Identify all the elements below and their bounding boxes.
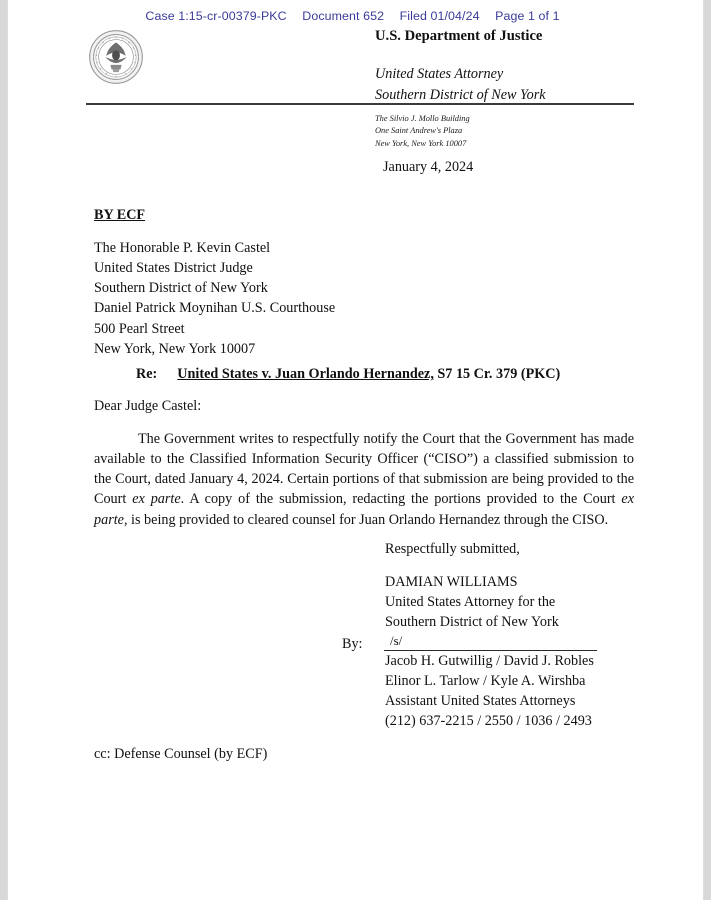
signature-line: /s/ <box>384 633 597 651</box>
ecf-page-number: Page 1 of 1 <box>495 9 560 23</box>
department-title: U.S. Department of Justice <box>375 28 543 44</box>
addressee-block <box>94 238 335 359</box>
office-line-1: United States Attorney <box>375 66 504 83</box>
re-label: Re: <box>136 366 158 382</box>
body-text-part-2: . A copy of the submission, redacting the portions provided to the Court <box>180 491 622 508</box>
addressee-line-2: United States District Judge <box>94 260 253 277</box>
respectfully-submitted: Respectfully submitted, <box>385 541 520 557</box>
attorneys-line-1: Jacob H. Gutwillig / David J. Robles <box>385 653 594 669</box>
cc-line: cc: Defense Counsel (by ECF) <box>94 746 268 762</box>
addressee-line-4: Daniel Patrick Moynihan U.S. Courthouse <box>94 300 336 317</box>
letterhead-divider <box>86 103 634 105</box>
signer-title-line-1: United States Attorney for the <box>385 594 556 611</box>
re-case-number: S7 15 Cr. 379 (PKC) <box>433 366 561 382</box>
ecf-case-number: Case 1:15-cr-00379-PKC <box>145 9 287 23</box>
address-line-3: New York, New York 10007 <box>375 138 467 148</box>
address-line-1: The Silvio J. Mollo Building <box>375 114 470 123</box>
re-case-name: United States v. Juan Orlando Hernandez, <box>177 366 434 382</box>
ecf-document-number: Document 652 <box>302 9 385 23</box>
attorneys-phone: (212) 637-2215 / 2550 / 1036 / 2493 <box>385 713 592 730</box>
signer-block <box>385 572 559 632</box>
office-address <box>375 113 470 150</box>
addressee-line-5: 500 Pearl Street <box>94 320 185 337</box>
letterhead <box>375 27 665 105</box>
salutation: Dear Judge Castel: <box>94 398 202 414</box>
addressee-line-3: Southern District of New York <box>94 280 268 297</box>
signer-title-line-2: Southern District of New York <box>385 614 559 631</box>
addressee-line-1: The Honorable P. Kevin Castel <box>94 240 271 256</box>
body-italic-ex-parte-2: ex parte <box>94 491 634 528</box>
doj-seal-icon <box>88 29 144 85</box>
signer-name: DAMIAN WILLIAMS <box>385 574 518 590</box>
letter-date: January 4, 2024 <box>383 159 474 175</box>
ecf-header-stamp <box>8 9 703 23</box>
body-paragraph <box>94 429 634 530</box>
body-text-part-1: The Government writes to respectfully notify the Court that the Government has made available to the Classified Information Security Officer (“CISO”) a classified submission to the Court, dated January 4, 2024. Certain portions of that submission are being provided to the Court <box>94 431 634 508</box>
delivery-method: BY ECF <box>94 207 146 223</box>
addressee-line-6: New York, New York 10007 <box>94 340 256 357</box>
attorneys-block <box>385 651 594 732</box>
body-text-part-3: , is being provided to cleared counsel for Juan Orlando Hernandez through the CISO. <box>123 511 609 528</box>
attorneys-title: Assistant United States Attorneys <box>385 693 576 710</box>
body-italic-ex-parte-1: ex parte <box>132 491 181 508</box>
office-line-2: Southern District of New York <box>375 86 546 103</box>
document-page <box>8 0 703 900</box>
re-line <box>136 366 560 383</box>
attorneys-line-2: Elinor L. Tarlow / Kyle A. Wirshba <box>385 673 586 690</box>
by-label: By: <box>342 636 363 652</box>
address-line-2: One Saint Andrew's Plaza <box>375 126 463 136</box>
ecf-filed-date: Filed 01/04/24 <box>399 9 480 23</box>
office-title <box>375 64 665 105</box>
